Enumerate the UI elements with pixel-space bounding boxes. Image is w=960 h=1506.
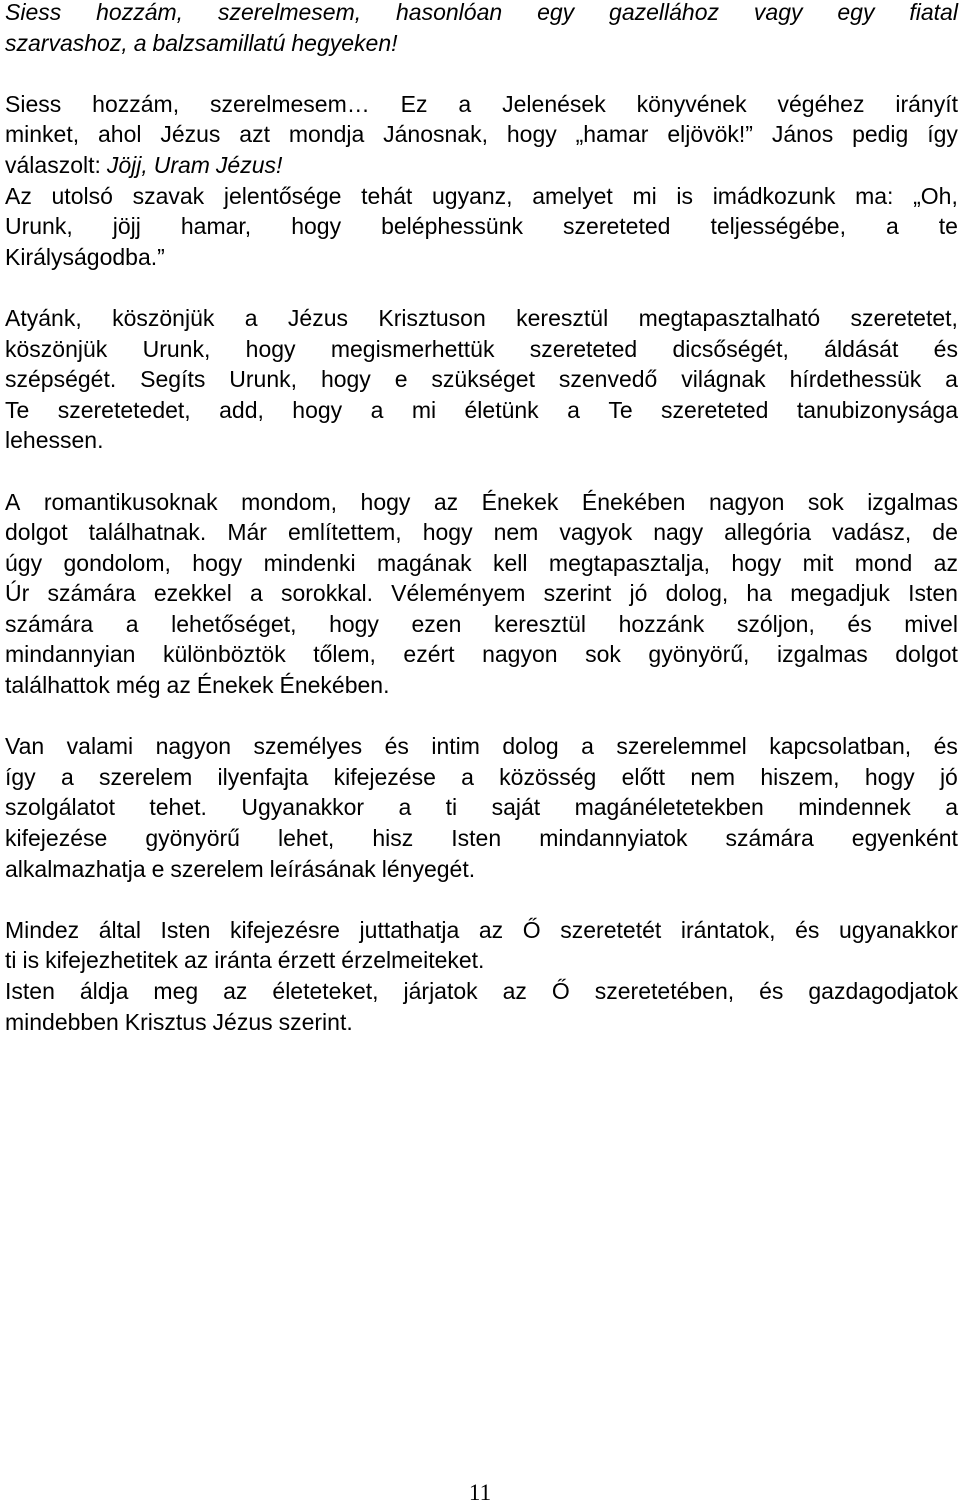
word: nem bbox=[690, 763, 736, 790]
word: lényegét. bbox=[381, 855, 476, 882]
text-line bbox=[5, 945, 958, 976]
word: intim bbox=[431, 733, 480, 760]
word: szépségét. bbox=[5, 366, 117, 393]
word: jelentősége bbox=[223, 182, 342, 209]
word: személyes bbox=[253, 733, 363, 760]
word: nagy bbox=[653, 519, 704, 546]
word: tanubizonysága bbox=[796, 396, 958, 423]
word: megtapasztalja, bbox=[548, 549, 711, 576]
paragraph-gap bbox=[5, 884, 958, 915]
word: szeretetében, bbox=[594, 978, 735, 1004]
word: tehet. bbox=[149, 794, 207, 821]
word: hisz bbox=[372, 825, 414, 852]
word: a bbox=[567, 396, 580, 423]
word: gazellához bbox=[609, 0, 720, 25]
word: az bbox=[502, 978, 527, 1004]
word: ezekkel bbox=[153, 580, 232, 607]
word: Véleményem bbox=[391, 580, 526, 607]
word: Krisztuson bbox=[378, 304, 486, 331]
word: Királyságodba.” bbox=[5, 243, 165, 270]
word: megtapasztalható bbox=[638, 304, 821, 331]
word: egyenként bbox=[851, 825, 958, 852]
text-line bbox=[5, 119, 958, 150]
word: Mindez bbox=[5, 916, 80, 943]
word: világnak bbox=[681, 366, 766, 393]
text-line bbox=[5, 609, 958, 640]
text-line bbox=[5, 548, 958, 579]
text-line bbox=[5, 823, 958, 854]
word: e bbox=[151, 855, 165, 882]
word: hogy bbox=[422, 519, 473, 546]
word: Jézus bbox=[212, 1008, 273, 1035]
word: ugyanz, bbox=[431, 182, 513, 209]
word: és bbox=[759, 978, 784, 1004]
word: szeretetét bbox=[560, 916, 662, 943]
word: hegyeken! bbox=[291, 29, 398, 56]
word: izgalmas bbox=[867, 488, 958, 515]
word: hogy bbox=[360, 488, 411, 515]
word: szükséget bbox=[431, 366, 535, 393]
word: Jánosnak, bbox=[383, 121, 488, 148]
paragraph-gap bbox=[5, 272, 958, 303]
word: Uram bbox=[153, 151, 210, 178]
text-line bbox=[5, 425, 958, 456]
paragraph bbox=[5, 89, 958, 273]
word: hozzánk bbox=[618, 610, 705, 637]
word: szerelmesem, bbox=[217, 0, 362, 25]
word: iránta bbox=[214, 947, 272, 974]
word: Urunk, bbox=[229, 366, 298, 393]
word: e bbox=[394, 366, 408, 393]
word: köszönjük bbox=[5, 335, 108, 362]
word: utolsó bbox=[51, 182, 113, 209]
word: juttathatja bbox=[359, 916, 460, 943]
word: az bbox=[933, 549, 958, 576]
word: megadjuk bbox=[790, 580, 890, 607]
word: de bbox=[932, 519, 958, 546]
word: kell bbox=[493, 549, 528, 576]
word: Jézus bbox=[160, 121, 221, 148]
word: mindenki bbox=[263, 549, 356, 576]
word: szeretetedet, bbox=[57, 396, 191, 423]
word: Az bbox=[5, 182, 32, 209]
word: mondja bbox=[288, 121, 365, 148]
word: szarvashoz, bbox=[5, 29, 128, 56]
text-line bbox=[5, 89, 958, 120]
word: szerint bbox=[543, 580, 612, 607]
word: Jézus! bbox=[215, 151, 283, 178]
word: teljességébe, bbox=[710, 213, 846, 240]
text-line bbox=[5, 1007, 958, 1038]
word: dolog bbox=[502, 733, 559, 760]
word: szóljon, bbox=[736, 610, 815, 637]
word: Énekében. bbox=[279, 672, 390, 699]
word: Ő bbox=[522, 916, 541, 943]
word: eljövök!” bbox=[667, 121, 753, 148]
paragraph bbox=[5, 0, 958, 58]
word: Isten bbox=[5, 978, 55, 1004]
word: nagyon bbox=[708, 488, 785, 515]
word: Krisztus bbox=[124, 1008, 207, 1035]
word: számára bbox=[725, 825, 814, 852]
word: dicsőségét, bbox=[672, 335, 789, 362]
word: a bbox=[60, 763, 74, 790]
word: Ő bbox=[551, 978, 570, 1004]
word: allegória bbox=[724, 519, 812, 546]
word: az bbox=[184, 947, 209, 974]
word: ma: bbox=[855, 182, 894, 209]
word: szerelmesem… bbox=[210, 90, 370, 117]
word: Énekek bbox=[481, 488, 559, 515]
word: szenvedő bbox=[558, 366, 658, 393]
text-line bbox=[5, 517, 958, 548]
word: jó bbox=[939, 763, 958, 790]
word: gazdagodjatok bbox=[808, 978, 958, 1004]
word: Te bbox=[608, 396, 633, 423]
word: Énekében bbox=[581, 488, 686, 515]
word: hogy bbox=[245, 335, 296, 362]
word: tehát bbox=[361, 182, 413, 209]
word: azt bbox=[239, 121, 270, 148]
paragraph bbox=[5, 915, 958, 1037]
word: gyönyörű, bbox=[648, 641, 750, 668]
word: mindannyiatok bbox=[539, 825, 688, 852]
word: irántatok, bbox=[680, 916, 776, 943]
word: dolog, bbox=[665, 580, 729, 607]
text-line bbox=[5, 28, 958, 59]
word: lehessen. bbox=[5, 427, 104, 454]
text-line bbox=[5, 487, 958, 518]
word: szerelem bbox=[98, 763, 193, 790]
text-line bbox=[5, 854, 958, 885]
word: beléphessünk bbox=[381, 213, 524, 240]
word: nagyon bbox=[482, 641, 558, 668]
word: add, bbox=[219, 396, 264, 423]
word: járjatok bbox=[403, 978, 478, 1004]
word: hogy bbox=[731, 549, 782, 576]
word: találhattok bbox=[5, 672, 110, 699]
word: kifejezése bbox=[333, 763, 436, 790]
word: mit bbox=[802, 549, 834, 576]
word: mindannyian bbox=[5, 641, 136, 668]
text-line bbox=[5, 670, 958, 701]
word: ezért bbox=[403, 641, 455, 668]
word: nem bbox=[493, 519, 539, 546]
word: ezen bbox=[411, 610, 462, 637]
word: A bbox=[5, 488, 21, 515]
word: dolgot bbox=[895, 641, 958, 668]
word: szeretetet, bbox=[850, 304, 958, 331]
word: találhatnak. bbox=[88, 519, 207, 546]
word: imádkozunk bbox=[712, 182, 836, 209]
word: és bbox=[933, 733, 958, 760]
text-line bbox=[5, 211, 958, 242]
word: szerelem bbox=[170, 855, 264, 882]
word: és bbox=[795, 916, 820, 943]
word: az bbox=[223, 978, 248, 1004]
word: Atyánk, bbox=[5, 304, 82, 331]
word: egy bbox=[837, 0, 875, 25]
word: ahol bbox=[98, 121, 142, 148]
word: és bbox=[384, 733, 409, 760]
word: áldja bbox=[79, 978, 129, 1004]
text-line bbox=[5, 364, 958, 395]
text-line bbox=[5, 150, 958, 181]
text-line bbox=[5, 578, 958, 609]
word: mivel bbox=[904, 610, 958, 637]
word: romantikusoknak bbox=[43, 488, 218, 515]
word: keresztül bbox=[493, 610, 587, 637]
word: sok bbox=[585, 641, 621, 668]
word: mi bbox=[411, 396, 437, 423]
word: a bbox=[125, 610, 139, 637]
word: szerint. bbox=[278, 1008, 353, 1035]
paragraph-gap bbox=[5, 58, 958, 89]
paragraph bbox=[5, 731, 958, 884]
word: balzsamillatú bbox=[152, 29, 286, 56]
word: Siess bbox=[5, 0, 62, 25]
document-body bbox=[5, 0, 958, 1037]
word: Már bbox=[227, 519, 267, 546]
word: izgalmas bbox=[776, 641, 868, 668]
word: még bbox=[115, 672, 161, 699]
word: hozzám, bbox=[92, 90, 180, 117]
text-line bbox=[5, 334, 958, 365]
word: hiszem, bbox=[760, 763, 840, 790]
word: a bbox=[249, 580, 263, 607]
text-line bbox=[5, 762, 958, 793]
word: jó bbox=[629, 580, 648, 607]
text-line bbox=[5, 0, 958, 28]
word: hogy bbox=[506, 121, 557, 148]
word: érzett bbox=[277, 947, 336, 974]
word: a bbox=[885, 213, 899, 240]
word: a bbox=[398, 794, 412, 821]
word: életünk bbox=[464, 396, 539, 423]
word: keresztül bbox=[516, 304, 609, 331]
word: hogy bbox=[864, 763, 915, 790]
word: nagyon bbox=[155, 733, 232, 760]
word: Énekek bbox=[196, 672, 274, 699]
word: vadász, bbox=[832, 519, 912, 546]
word: mindennek bbox=[798, 794, 911, 821]
word: alkalmazhatja bbox=[5, 855, 146, 882]
word: köszönjük bbox=[112, 304, 215, 331]
word: tőlem, bbox=[313, 641, 376, 668]
word: valami bbox=[66, 733, 134, 760]
word: kifejezhetitek bbox=[45, 947, 179, 974]
word: hogy bbox=[320, 366, 371, 393]
word: Segíts bbox=[140, 366, 206, 393]
word: könyvének bbox=[636, 90, 747, 117]
word: lehet, bbox=[278, 825, 335, 852]
word: minket, bbox=[5, 121, 80, 148]
word: hozzám, bbox=[96, 0, 184, 25]
word: gyönyörű bbox=[145, 825, 240, 852]
word: számára bbox=[5, 610, 94, 637]
word: az bbox=[478, 916, 504, 943]
word: szerelemmel bbox=[616, 733, 747, 760]
word: Isten bbox=[160, 916, 211, 943]
word: a bbox=[461, 763, 474, 790]
word: mondom, bbox=[241, 488, 338, 515]
word: különböztök bbox=[162, 641, 286, 668]
word: „hamar bbox=[575, 121, 649, 148]
word: és bbox=[933, 335, 958, 362]
paragraph bbox=[5, 303, 958, 456]
word: ti bbox=[5, 947, 17, 974]
word: kifejezésre bbox=[230, 916, 340, 943]
word: Isten bbox=[451, 825, 502, 852]
word: a bbox=[244, 304, 258, 331]
word: mond bbox=[854, 549, 913, 576]
word: úgy bbox=[5, 549, 43, 576]
word: mi bbox=[632, 182, 657, 209]
word: életeteket, bbox=[272, 978, 379, 1004]
word: János bbox=[771, 121, 834, 148]
word: hogy bbox=[192, 549, 243, 576]
word: és bbox=[847, 610, 872, 637]
word: a bbox=[458, 90, 472, 117]
word: hogy bbox=[292, 396, 343, 423]
text-line bbox=[5, 639, 958, 670]
word: fiatal bbox=[909, 0, 958, 25]
word: kapcsolatban, bbox=[769, 733, 912, 760]
word: ilyenfajta bbox=[217, 763, 309, 790]
word: szereteted bbox=[529, 335, 638, 362]
word: gondolom, bbox=[63, 549, 171, 576]
word: meg bbox=[153, 978, 199, 1004]
word: Siess bbox=[5, 90, 62, 117]
word: a bbox=[945, 366, 958, 393]
word: a bbox=[133, 29, 147, 56]
paragraph-gap bbox=[5, 456, 958, 487]
word: sok bbox=[807, 488, 844, 515]
word: amelyet bbox=[532, 182, 613, 209]
word: Van bbox=[5, 733, 45, 760]
word: vagyok bbox=[559, 519, 633, 546]
word: is bbox=[676, 182, 694, 209]
word: így bbox=[927, 121, 958, 148]
word: jöjj bbox=[112, 213, 141, 240]
word: szereteted bbox=[661, 396, 769, 423]
word: Urunk, bbox=[142, 335, 211, 362]
text-line bbox=[5, 792, 958, 823]
word: a bbox=[370, 396, 384, 423]
word: szereteted bbox=[563, 213, 671, 240]
text-line bbox=[5, 181, 958, 212]
paragraph bbox=[5, 487, 958, 701]
word: Isten bbox=[908, 580, 958, 607]
word: közösség bbox=[499, 763, 597, 790]
word: ugyanakkor bbox=[838, 916, 958, 943]
word: így bbox=[5, 763, 36, 790]
word: Ez bbox=[400, 90, 428, 117]
text-line bbox=[5, 395, 958, 426]
text-line bbox=[5, 976, 958, 1007]
word: Urunk, bbox=[5, 213, 73, 240]
word: Jöjj, bbox=[106, 151, 148, 178]
word: leírásának bbox=[269, 855, 376, 882]
word: is bbox=[22, 947, 40, 974]
word: hamar, bbox=[180, 213, 252, 240]
word: „Oh, bbox=[913, 182, 958, 209]
word: hogy bbox=[291, 213, 342, 240]
word: Te bbox=[5, 396, 30, 423]
word: által bbox=[98, 916, 141, 943]
word: ha bbox=[746, 580, 773, 607]
word: lehetőséget, bbox=[171, 610, 297, 637]
text-line bbox=[5, 915, 958, 946]
word: hírdethessük bbox=[789, 366, 922, 393]
page-number: 11 bbox=[468, 1480, 492, 1505]
word: Úr bbox=[5, 580, 30, 607]
word: hasonlóan bbox=[396, 0, 503, 25]
word: érzelmeiteket. bbox=[341, 947, 485, 974]
text-line bbox=[5, 242, 958, 273]
word: egy bbox=[537, 0, 575, 25]
word: Ugyanakkor bbox=[241, 794, 365, 821]
word: Jézus bbox=[287, 304, 349, 331]
word: az bbox=[433, 488, 459, 515]
text-line bbox=[5, 303, 958, 334]
word: magának bbox=[377, 549, 472, 576]
word: előtt bbox=[621, 763, 666, 790]
word: pedig bbox=[852, 121, 909, 148]
word: a bbox=[581, 733, 594, 760]
word: áldását bbox=[824, 335, 899, 362]
word: Jelenések bbox=[502, 90, 606, 117]
word: dolgot bbox=[5, 519, 68, 546]
word: magánéletetekben bbox=[574, 794, 764, 821]
word: sorokkal. bbox=[280, 580, 373, 607]
word: végéhez bbox=[777, 90, 865, 117]
word: ti bbox=[445, 794, 458, 821]
word: említettem, bbox=[287, 519, 402, 546]
word: megismerhettük bbox=[330, 335, 495, 362]
word: te bbox=[938, 213, 958, 240]
paragraph-gap bbox=[5, 701, 958, 732]
word: szolgálatot bbox=[5, 794, 115, 821]
word: válaszolt: bbox=[5, 151, 101, 178]
word: az bbox=[166, 672, 191, 699]
word: vagy bbox=[753, 0, 803, 25]
text-line bbox=[5, 731, 958, 762]
word: irányít bbox=[895, 90, 958, 117]
word: mindebben bbox=[5, 1008, 119, 1035]
word: hogy bbox=[329, 610, 379, 637]
word: saját bbox=[491, 794, 541, 821]
word: számára bbox=[47, 580, 136, 607]
word: a bbox=[945, 794, 958, 821]
word: kifejezése bbox=[5, 825, 108, 852]
word: szavak bbox=[132, 182, 205, 209]
